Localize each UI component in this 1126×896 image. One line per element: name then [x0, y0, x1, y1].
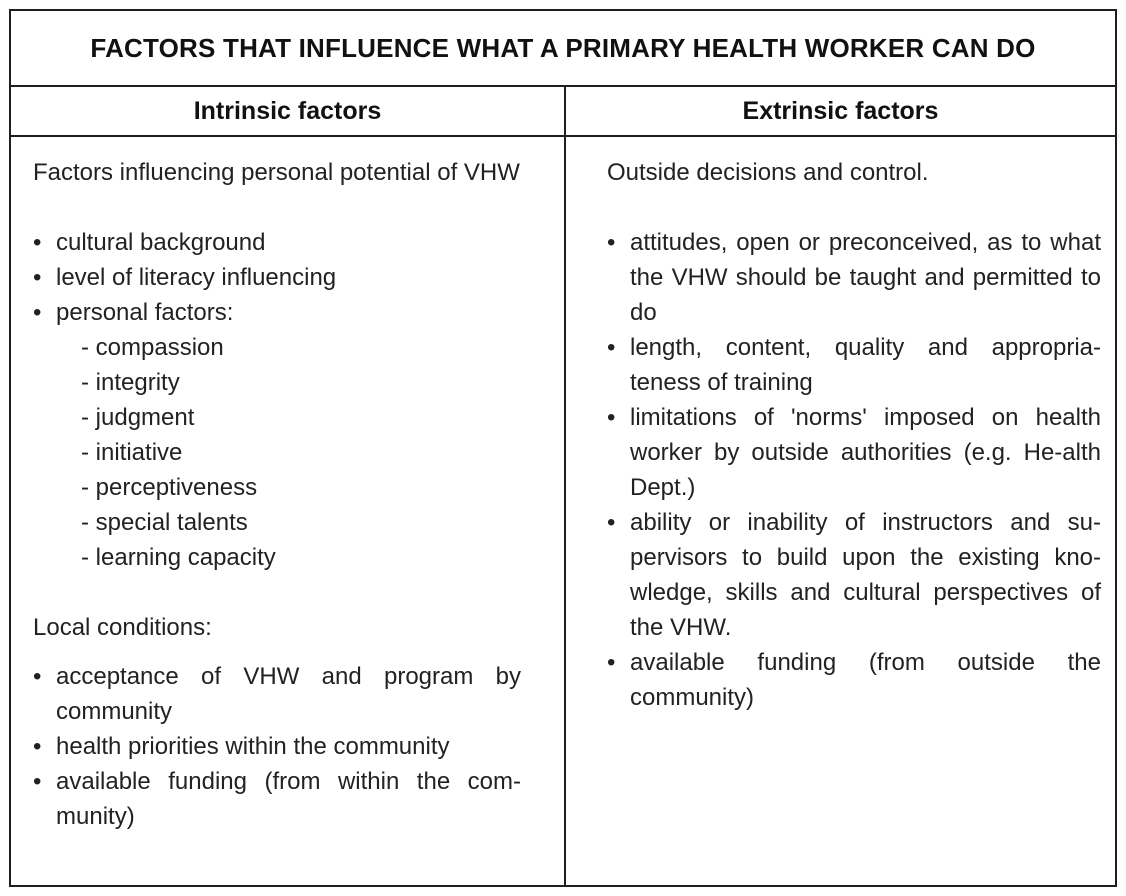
personal-factor-item: - integrity: [81, 369, 180, 396]
list-item: [33, 260, 521, 295]
intrinsic-bullet-list: [33, 225, 521, 330]
list-item: [607, 330, 1101, 400]
list-item-text: length, content, quality and appropria-teness of training: [630, 334, 1101, 396]
list-item-text: personal factors:: [56, 299, 234, 326]
list-item: [607, 505, 1101, 645]
table-title-row: [11, 11, 1115, 87]
local-conditions-heading: Local conditions:: [33, 614, 212, 641]
intrinsic-factors-cell: [33, 137, 521, 885]
column-header-row: [11, 87, 1115, 137]
bullet-icon: •: [33, 299, 42, 326]
bullet-icon: •: [33, 768, 42, 795]
personal-factor-item: - special talents: [81, 509, 248, 536]
local-conditions-list: [33, 659, 521, 834]
personal-factors-list: [33, 330, 521, 575]
list-item: [607, 645, 1101, 715]
intrinsic-factors-header: Intrinsic factors: [193, 96, 382, 125]
bullet-icon: •: [607, 649, 616, 676]
bullet-icon: •: [33, 733, 42, 760]
list-item-text: health priorities within the community: [56, 733, 450, 760]
bullet-icon: •: [607, 404, 616, 431]
bullet-icon: •: [33, 229, 42, 256]
list-item-text: cultural background: [56, 229, 266, 256]
bullet-icon: •: [607, 229, 616, 256]
bullet-icon: •: [607, 334, 616, 361]
table-title: FACTORS THAT INFLUENCE WHAT A PRIMARY HEALTH WORKER CAN DO: [90, 32, 1036, 63]
personal-factor-item: - initiative: [81, 439, 183, 466]
list-item-text: acceptance of VHW and program by community: [56, 663, 521, 725]
list-item: [607, 400, 1101, 505]
column-divider: [564, 87, 566, 885]
bullet-icon: •: [33, 264, 42, 291]
list-item: [33, 295, 521, 330]
list-item-text: available funding (from outside the community): [630, 649, 1101, 711]
list-item: [33, 659, 521, 729]
personal-factor-item: - compassion: [81, 334, 224, 361]
personal-factor-item: - learning capacity: [81, 544, 276, 571]
list-item: [33, 764, 521, 834]
bullet-icon: •: [607, 509, 616, 536]
extrinsic-factors-cell: [607, 137, 1101, 885]
extrinsic-bullet-list: [607, 225, 1101, 715]
list-item-text: limitations of 'norms' imposed on health worker by outside authorities (e.g. He-alth Dept.): [630, 404, 1101, 501]
list-item-text: available funding (from within the com-munity): [56, 768, 521, 830]
extrinsic-intro: Outside decisions and control.: [607, 159, 929, 186]
list-item: [33, 225, 521, 260]
personal-factor-item: - perceptiveness: [81, 474, 258, 501]
bullet-icon: •: [33, 663, 42, 690]
list-item-text: level of literacy influencing: [56, 264, 337, 291]
list-item-text: ability or inability of instructors and su-pervisors to build upon the existing kno-wledge, skills and cultural perspectives of the VHW.: [630, 509, 1101, 641]
intrinsic-intro: Factors influencing personal potential of VHW: [33, 159, 520, 186]
list-item: [607, 225, 1101, 330]
list-item-text: attitudes, open or preconceived, as to what the VHW should be taught and permitted to do: [630, 229, 1101, 326]
extrinsic-factors-header: Extrinsic factors: [742, 96, 939, 125]
personal-factor-item: - judgment: [81, 404, 195, 431]
factors-table: [9, 9, 1117, 887]
list-item: [33, 729, 521, 764]
